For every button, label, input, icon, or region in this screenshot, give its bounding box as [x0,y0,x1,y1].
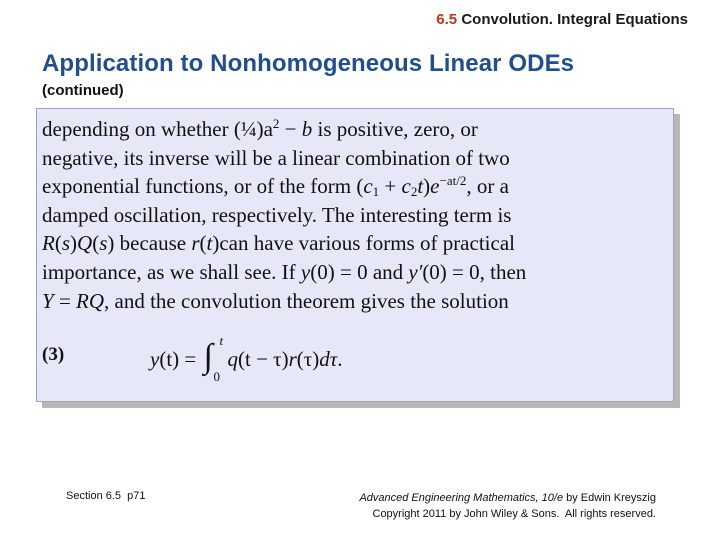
body-text-segment: = [53,288,77,313]
body-text-segment: (0) = 0, then [422,259,527,284]
body-text-segment: R [42,231,55,256]
equation-label: (3) [42,344,65,365]
body-text-segment: RQ [76,288,105,313]
footer-section-ref: Section 6.5 p71 [66,490,146,502]
body-text-segment: Q [77,231,93,256]
body-text-segment: negative, its inverse will be a linear combination of two [42,145,510,170]
body-text-segment: r [191,231,200,256]
integral-sign: ∫ [203,338,213,375]
body-text-segment: ) [70,231,78,256]
body-text-segment: exponential functions, or of the form ( [42,174,364,199]
body-text-segment: c [401,174,411,199]
body-text-segment: depending on whether (¼)a [42,117,273,141]
body-text-segment: is positive, zero, or [312,117,478,141]
body-text-segment: s [61,231,71,256]
body-text-segment: s [99,231,108,256]
equation-lhs: y [150,346,160,371]
body-text-segment: ( [54,231,62,256]
body-text-segment: 1 [372,184,380,200]
body-text-segment: Y [42,288,54,313]
integrand-r: r [288,346,297,371]
integrand-differential: dτ [319,346,338,371]
body-text-segment: ) because [107,231,192,256]
equation-end: . [337,346,343,371]
body-text-segment: y′ [408,259,423,284]
body-text-segment: importance, as we shall see. If [42,259,301,284]
body-text-segment: t [206,231,213,256]
body-text-segment: t [417,174,424,199]
body-text-segment: b [301,117,313,141]
section-number: 6.5 [436,11,458,28]
body-text-segment: −at/2 [439,173,467,189]
body-text-segment: (0) = 0 and [310,259,409,284]
body-text-segment: 2 [272,116,280,131]
body-text-segment: y [300,259,311,284]
body-paragraph [42,115,667,315]
body-text-segment: )can have various forms of practical [212,231,515,256]
integral-symbol [202,335,228,383]
integral-lower-limit: 0 [213,369,220,384]
footer-copyright-line: Copyright 2011 by John Wiley & Sons. All rights reserved. [372,508,656,520]
body-text-segment: ( [199,231,207,256]
integral-upper-limit: t [219,333,224,348]
convolution-equation [150,335,343,383]
body-text-segment: damped oscillation, respectively. The interesting term is [42,202,512,227]
equation-lhs-arg: (t) = [159,346,202,371]
body-text-segment: e [430,174,440,199]
section-header [436,11,688,28]
body-text-segment: − [279,117,302,141]
body-text-segment: c [363,174,373,199]
integrand-arg1: (t − τ) [238,346,289,371]
body-text-segment: , and the convolution theorem gives the solution [104,288,509,313]
body-text-segment: 2 [410,184,418,200]
footer-copyright [359,490,656,522]
integrand-q: q [227,346,238,371]
footer-author: by Edwin Kreyszig [563,492,656,504]
body-text-segment: + [379,174,402,199]
slide-subtitle: (continued) [42,82,124,99]
integrand-arg2: (τ) [296,346,320,371]
section-title: Convolution. Integral Equations [461,11,688,28]
body-text-segment: ( [92,231,100,256]
slide-title: Application to Nonhomogeneous Linear ODEs [42,50,575,77]
body-text-segment: , or a [466,174,509,199]
footer-book-title: Advanced Engineering Mathematics, 10/e [359,492,564,504]
body-text-segment: ) [423,174,431,199]
